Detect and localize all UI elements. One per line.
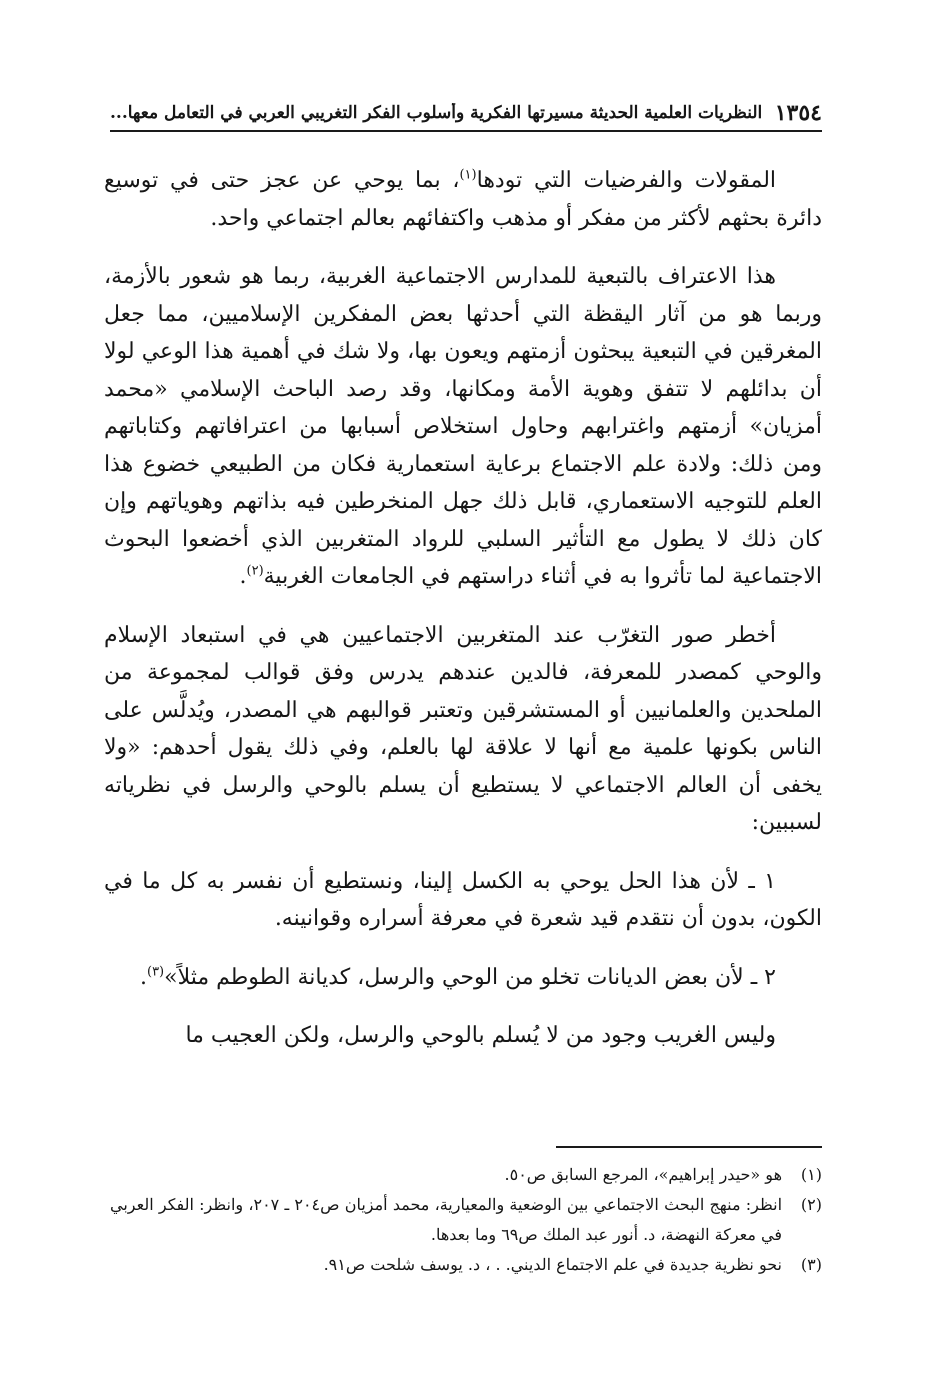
- footnote-number: (٣): [800, 1255, 822, 1274]
- footnote-text: انظر: منهج البحث الاجتماعي بين الوضعية والمعيارية، محمد أمزيان ص٢٠٤ ـ ٢٠٧، وانظر: الفكر العربي في معركة النهضة، د. أنور عبد الملك ص٦٩ وما بعدها.: [110, 1195, 783, 1244]
- list-item-1: ١ ـ لأن هذا الحل يوحي به الكسل إلينا، ونستطيع أن نفسر به كل ما في الكون، بدون أن نتقدم قيد شعرة في معرفة أسراره وقوانينه.: [104, 868, 822, 931]
- footnote-ref-1: (١): [459, 167, 477, 183]
- footnote-text: نحو نظرية جديدة في علم الاجتماع الديني. . ، د. يوسف شلحت ص٩١.: [323, 1255, 782, 1274]
- main-text: [104, 162, 822, 1055]
- footnote-1: [110, 1160, 822, 1190]
- running-header: [110, 96, 822, 132]
- list-item-2-text-b: .: [139, 964, 147, 990]
- footnote-separator: [556, 1146, 822, 1148]
- footnote-number: (١): [800, 1165, 822, 1184]
- paragraph-2-text-a: هذا الاعتراف بالتبعية للمدارس الاجتماعية الغربية، ربما هو شعور بالأزمة، وربما هو من آثار اليقظة التي أحدثها بعض المفكرين الإسلاميين، مما جعل المغرقين في التبعية يبحثون أزمتهم ويعون بها، ولا شك في أهمية هذا الوعي لولا أن بدائلهم لا تتفق وهوية الأمة ومكانها، وقد رصد الباحث الإسلامي «محمد أمزيان» أزمتهم واغترابهم وحاول استخلاص أسبابها من اعترافاتهم وكتاباتهم ومن ذلك: ولادة علم الاجتماع برعاية استعمارية فكان من الطبيعي خضوع هذا العلم للتوجيه الاستعماري، قابل ذلك جهل المنخرطين فيه بذاتهم وهوياتهم وإن كان ذلك لا يطول مع التأثير السلبي للرواد المتغربين الذي أخضعوا البحوث الاجتماعية لما تأثروا به في أثناء دراستهم في الجامعات الغربية: [104, 264, 822, 589]
- footnote-3: [110, 1250, 822, 1280]
- paragraph-1-text-b: ، بما يوحي عن عجز حتى في توسيع دائرة بحثهم لأكثر من مفكر أو مذهب واكتفائهم بعالم اجتماعي واحد.: [104, 168, 822, 231]
- footnote-number: (٢): [800, 1195, 822, 1214]
- paragraph-2: [104, 258, 822, 596]
- paragraph-6: وليس الغريب وجود من لا يُسلم بالوحي والرسل، ولكن العجيب ما: [185, 1023, 776, 1048]
- footnotes: [110, 1160, 822, 1280]
- list-item-2-text-a: ٢ ـ لأن بعض الديانات تخلو من الوحي والرسل، كديانة الطوطم مثلاً»: [164, 964, 776, 990]
- footnote-ref-2: (٢): [246, 563, 264, 579]
- footnote-2: [110, 1190, 822, 1250]
- paragraph-2-text-b: .: [239, 564, 247, 589]
- page-number: ١٣٥٤: [774, 100, 822, 126]
- list-item-2: [104, 959, 822, 997]
- running-title: النظريات العلمية الحديثة مسيرتها الفكرية وأسلوب الفكر التغريبي العربي في التعامل معها...: [110, 103, 763, 123]
- footnote-text: هو «حيدر إبراهيم»، المرجع السابق ص٥٠.: [504, 1165, 782, 1184]
- paragraph-1-text-a: المقولات والفرضيات التي تودها: [476, 168, 777, 193]
- paragraph-3: أخطر صور التغرّب عند المتغربين الاجتماعيين هي في استبعاد الإسلام والوحي كمصدر للمعرفة، فالدين عندهم يدرس وفق قوالب لمجموعة من الملحدين والعلمانيين أو المستشرقين وتعتبر قوالبهم هي المصدر، ويُدلَّس على الناس بكونها علمية مع أنها لا علاقة لها بالعلم، وفي ذلك يقول أحدهم: «ولا يخفى أن العالم الاجتماعي لا يستطيع أن يسلم بالوحي والرسل في نظرياته لسببين:: [104, 622, 822, 835]
- footnote-ref-3: (٣): [146, 964, 165, 980]
- paragraph-1: [104, 162, 822, 237]
